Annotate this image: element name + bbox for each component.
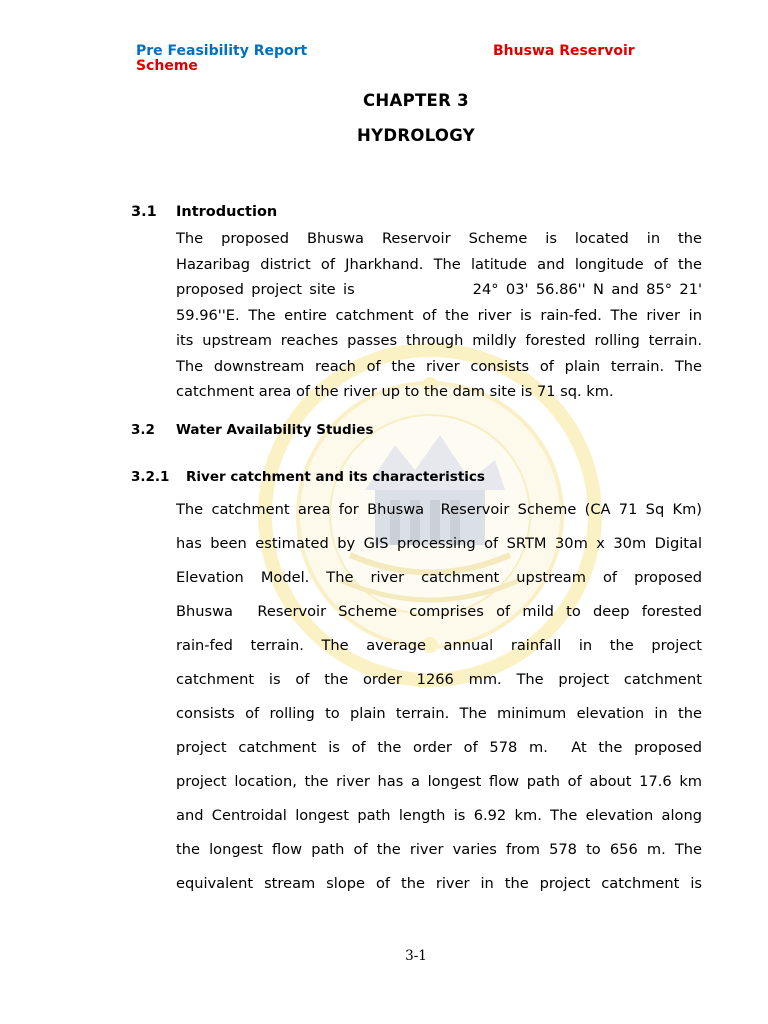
paragraph-line: proposed project site is 24° 03' 56.86'' N and 85° 21' [176,281,702,298]
chapter-title: HYDROLOGY [357,126,475,145]
paragraph-line: Bhuswa Reservoir Scheme comprises of mild to deep forested [176,603,702,620]
paragraph-line: the longest flow path of the river varies from 578 to 656 m. The [176,841,702,858]
section-number: 3.1 [131,204,157,220]
paragraph-line: equivalent stream slope of the river in the project catchment is [176,875,702,892]
paragraph-line: The catchment area for Bhuswa Reservoir Scheme (CA 71 Sq Km) [176,501,702,518]
paragraph-line: rain-fed terrain. The average annual rainfall in the project [176,637,702,654]
paragraph-line: has been estimated by GIS processing of SRTM 30m x 30m Digital [176,535,702,552]
introduction-paragraph [176,226,702,405]
subsection-number: 3.2.1 [131,469,170,485]
paragraph-line: The downstream reach of the river consists of plain terrain. The [176,357,702,375]
paragraph-line: consists of rolling to plain terrain. The minimum elevation in the [176,705,702,722]
section-number: 3.2 [131,422,155,438]
section-title: Introduction [176,204,278,220]
chapter-number: CHAPTER 3 [363,91,469,110]
section-title: Water Availability Studies [176,422,374,438]
page-number: 3-1 [405,948,427,964]
header-report-title: Pre Feasibility Report [136,43,308,59]
paragraph-line: project catchment is of the order of 578 m. At the proposed [176,739,702,756]
paragraph-line: catchment is of the order 1266 mm. The project catchment [176,671,702,688]
header-project-name: Bhuswa Reservoir [493,43,635,59]
subsection-title: River catchment and its characteristics [186,469,485,485]
paragraph-line: Hazaribag district of Jharkhand. The latitude and longitude of the [176,255,702,273]
paragraph-line: Elevation Model. The river catchment upstream of proposed [176,569,702,586]
paragraph-line: catchment area of the river up to the dam site is 71 sq. km. [176,383,614,400]
paragraph-line: and Centroidal longest path length is 6.92 km. The elevation along [176,807,702,824]
header-scheme-label: Scheme [136,58,198,74]
catchment-paragraph [176,493,702,901]
paragraph-line: its upstream reaches passes through mildly forested rolling terrain. [176,332,702,349]
paragraph-line: 59.96''E. The entire catchment of the river is rain-fed. The river in [176,306,702,324]
paragraph-line: project location, the river has a longest flow path of about 17.6 km [176,773,702,790]
paragraph-line: The proposed Bhuswa Reservoir Scheme is located in the [176,230,702,247]
